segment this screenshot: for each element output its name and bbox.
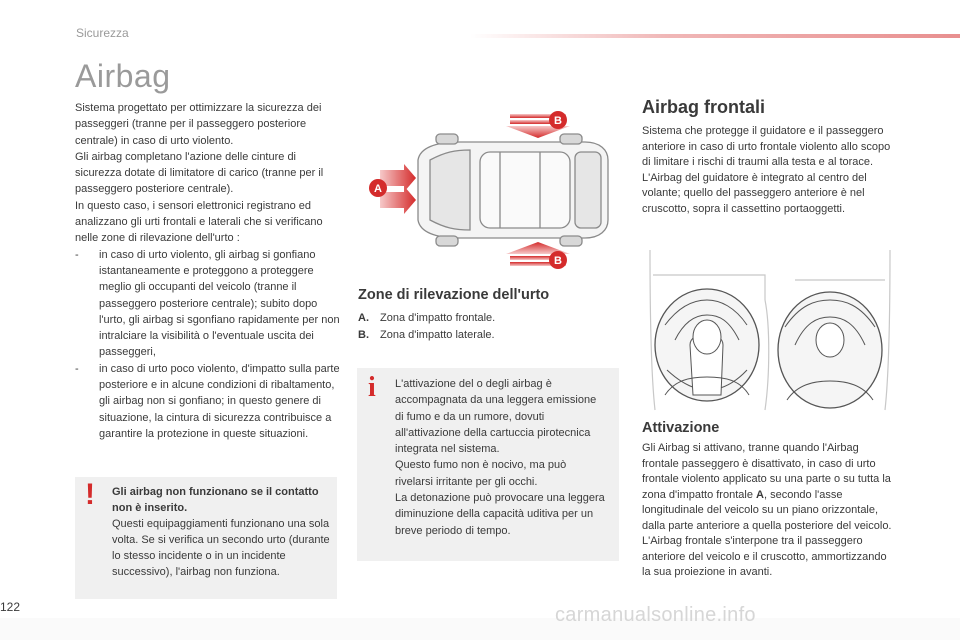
zone-text: Zona d'impatto frontale. xyxy=(380,312,496,324)
list-item xyxy=(75,247,340,361)
activation-text-part: , secondo l'asse longitudinale del veicolo su un piano orizzontale, dalla parte anteriore a quella posteriore del veicolo. xyxy=(642,488,892,532)
zones-heading: Zone di rilevazione dell'urto xyxy=(358,287,550,303)
activation-heading: Attivazione xyxy=(642,420,720,436)
activation-text-part: Gli Airbag si attivano, tranne quando l'Airbag frontale passeggero è disattivato, in caso di urto frontale violento applicato su una parte o su tutta la zona d'impatto frontale xyxy=(642,442,891,501)
front-paragraph: Sistema che protegge il guidatore e il passeggero anteriore in caso di urto frontale violento allo scopo di limitare i rischi di traumi alla testa e al torace. xyxy=(642,125,891,168)
activation-paragraph: L'Airbag frontale s'interpone tra il passeggero anteriore del veicolo e il cruscotto, ammortizzando la sua proiezione in avanti. xyxy=(642,535,887,578)
intro-paragraph: In questo caso, i sensori elettronici registrano ed analizzano gli urti frontali e laterali che si verificano nelle zone di rilevazione dell'urto : xyxy=(75,199,323,245)
footer-bar xyxy=(0,618,960,640)
label-a: A xyxy=(374,183,382,195)
bullet-text: in caso di urto violento, gli airbag si gonfiano istantaneamente e proteggono a proteggere meglio gli occupanti del veicolo (tranne il passeggero posteriore centrale); subito dopo l'urto, gli airbag si sgonfiano rapidamente per non intralciare la visibilità o l'eventuale uscita dei passeggeri, xyxy=(99,248,340,359)
activation-zone-ref: A xyxy=(756,488,764,501)
label-b-marker-bottom xyxy=(549,251,567,269)
list-item xyxy=(358,310,495,327)
zone-text: Zona d'impatto laterale. xyxy=(380,329,495,341)
info-text xyxy=(395,376,607,539)
info-icon: i xyxy=(368,372,376,403)
zone-key: A. xyxy=(358,312,369,324)
list-item xyxy=(75,361,340,442)
list-item xyxy=(358,327,495,344)
label-b: B xyxy=(554,115,562,127)
intro-paragraph: Gli airbag completano l'azione delle cinture di sicurezza dotate di limitatore di carico (tranne per il passeggero posteriore centrale). xyxy=(75,150,324,196)
front-paragraph: L'Airbag del guidatore è integrato al centro del volante; quello del passeggero anteriore è nel cruscotto, sopra il cassettino portaoggetti. xyxy=(642,171,867,215)
label-a-marker xyxy=(369,179,387,197)
front-airbags-illustration xyxy=(645,245,895,415)
front-airbag-heading: Airbag frontali xyxy=(642,97,766,117)
warning-body: Questi equipaggiamenti funzionano una sola volta. Se si verifica un secondo urto (durante lo stesso incidente o in un incidente successivo), l'airbag non funziona. xyxy=(112,518,330,578)
label-b-marker-top xyxy=(549,111,567,129)
intro-text xyxy=(75,100,340,442)
car-outline xyxy=(418,134,608,246)
bullet-dash: - xyxy=(75,362,79,375)
info-paragraph: L'attivazione del o degli airbag è accompagnata da una leggera emissione di fumo e da un rumore, dovuti all'attivazione della cartuccia pirotecnica integrata nel sistema. xyxy=(395,378,597,456)
warning-text xyxy=(112,484,330,580)
activation-paragraph xyxy=(642,441,897,534)
label-b: B xyxy=(554,255,562,267)
page-number: 122 xyxy=(0,600,21,614)
page-title: Airbag xyxy=(75,58,171,94)
front-airbag-text xyxy=(642,124,897,217)
car-impact-diagram xyxy=(360,100,620,275)
info-paragraph: La detonazione può provocare una leggera diminuzione della capacità uditiva per un breve periodo di tempo. xyxy=(395,492,605,537)
activation-text xyxy=(642,441,897,581)
info-paragraph: Questo fumo non è nocivo, ma può rivelarsi irritante per gli occhi. xyxy=(395,459,567,488)
warning-title: Gli airbag non funzionano se il contatto non è inserito. xyxy=(112,486,319,514)
zones-list xyxy=(358,310,495,344)
watermark: carmanualsonline.info xyxy=(555,604,756,626)
bullet-dash: - xyxy=(75,248,79,261)
header-divider xyxy=(470,34,960,38)
zone-key: B. xyxy=(358,329,369,341)
intro-paragraph: Sistema progettato per ottimizzare la sicurezza dei passeggeri (tranne per il passeggero posteriore centrale) in caso di urto violento. xyxy=(75,102,322,147)
bullet-text: in caso di urto poco violento, d'impatto sulla parte posteriore e in alcune condizioni di ribaltamento, gli airbag non si gonfiano; in questo genere di situazione, la cintura di sicurezza contribuisce a garantire la protezione in queste situazioni. xyxy=(99,362,340,440)
warning-icon: ! xyxy=(85,478,95,511)
section-header: Sicurezza xyxy=(76,26,129,40)
